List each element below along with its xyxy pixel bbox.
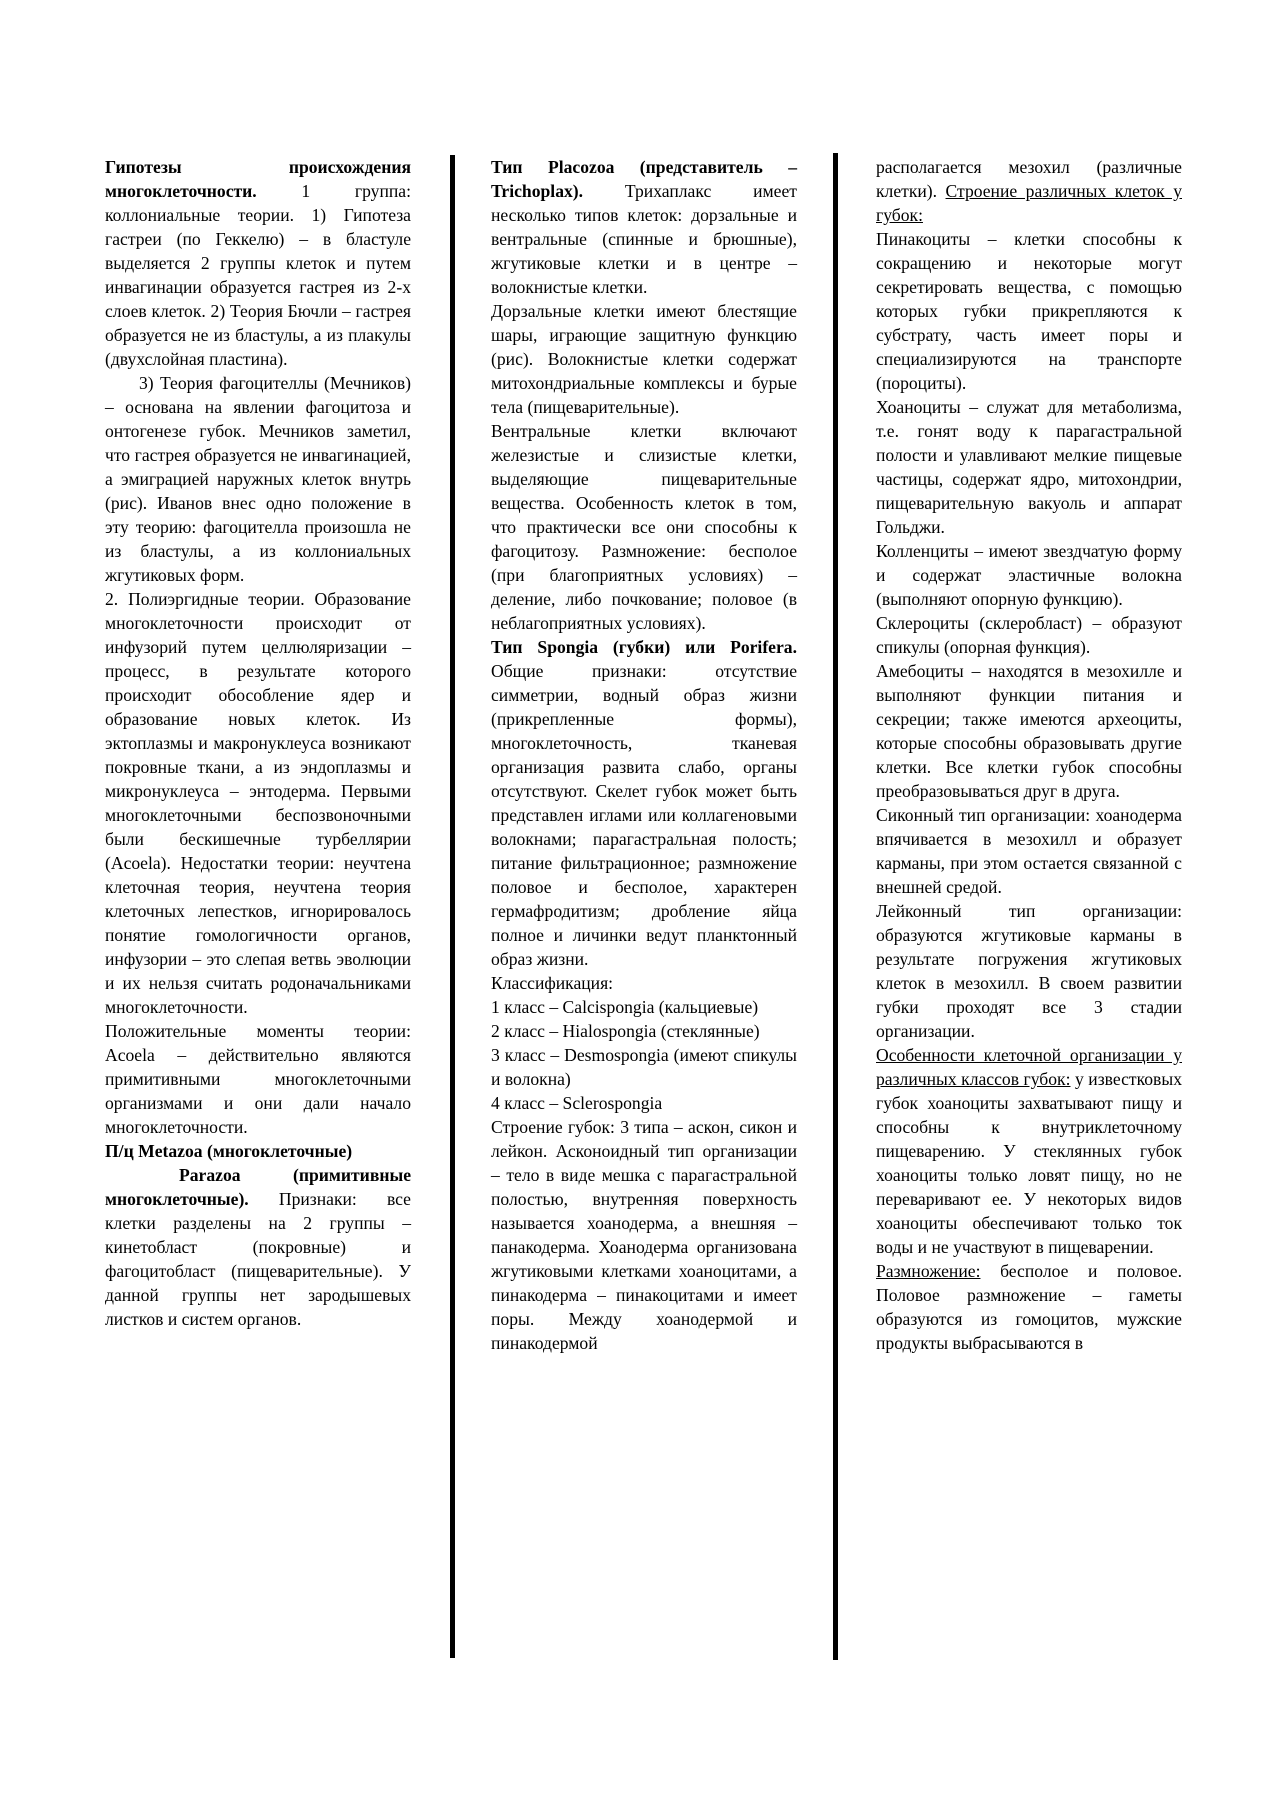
paragraph: Тип Placozoa (представитель – Trichoplax). Трихаплакс имеет несколько типов клеток: дорзальные и вентральные (спинные и брюшные), жгутиковые клетки и в центре – волокнистые клетки. xyxy=(491,157,797,297)
heading-parazoa: Parazoa (примитивные многоклеточные). xyxy=(105,1165,411,1209)
heading-metazoa: П/ц Metazoa (многоклеточные) xyxy=(105,1141,353,1161)
paragraph: Сиконный тип организации: хоанодерма впячивается в мезохилл и образует карманы, при этом остается связанной с внешней средой. xyxy=(876,805,1182,897)
paragraph: Строение губок: 3 типа – аскон, сикон и лейкон. Асконоидный тип организации – тело в виде мешка с парагастральной полостью, внутренняя поверхность называется хоанодерма, а внешняя – панакодерма. Хоанодерма организована жгутиковыми клетками хоаноцитами, а пинакодерма – пинакоцитами и имеет поры. Между хоанодермой и пинакодермой xyxy=(491,1117,797,1353)
column-divider xyxy=(833,153,838,1660)
paragraph: Гипотезы происхождения многоклеточности. 1 группа: коллониальные теории. 1) Гипотеза гастреи (по Геккелю) – в бластуле выделяется 2 группы клеток и путем инвагинации образуется гастрея из 2-х слоев клеток. 2) Теория Бючли – гастрея образуется не из бластулы, а из плакулы (двухслойная пластина). xyxy=(105,157,411,369)
paragraph: Лейконный тип организации: образуются жгутиковые карманы в результате погружения жгутиковых клеток в мезохилл. В своем развитии губки проходят все 3 стадии организации. xyxy=(876,901,1182,1041)
list-item: 3 класс – Desmospongia (имеют спикулы и волокна) xyxy=(491,1045,797,1089)
list-item: 2 класс – Hialospongia (стеклянные) xyxy=(491,1021,760,1041)
paragraph: Вентральные клетки включают железистые и слизистые клетки, выделяющие пищеварительные вещества. Особенность клеток в том, что практически все они способны к фагоцитозу. Размножение: бесполое (при благоприятных условиях) – деление, либо почкование; половое (в неблагоприятных условиях). xyxy=(491,421,797,633)
column-left xyxy=(105,155,411,1331)
underlined-heading: Размножение: xyxy=(876,1261,981,1281)
list-item: 1 класс – Calcispongia (кальциевые) xyxy=(491,997,759,1017)
paragraph: Тип Spongia (губки) или Porifera. Общие признаки: отсутствие симметрии, водный образ жизни (прикрепленные формы), многоклеточность, тканевая организация развита слабо, органы отсутствуют. Скелет губок может быть представлен иглами или коллагеновыми волокнами; парагастральная полость; питание фильтрационное; размножение половое и бесполое, характерен гермафродитизм; дробление яйца полное и личинки ведут планктонный образ жизни. xyxy=(491,637,797,969)
column-divider xyxy=(450,155,455,1658)
paragraph: Хоаноциты – служат для метаболизма, т.е. гонят воду к парагастральной полости и улавливают мелкие пищевые частицы, содержат ядро, митохондрии, пищеварительную вакуоль и аппарат Гольджи. xyxy=(876,397,1182,537)
underlined-heading: Особенности клеточной организации у различных классов губок: xyxy=(876,1045,1182,1089)
heading-placozoa: Тип Placozoa (представитель – Trichoplax). xyxy=(491,157,797,201)
heading-spongia: Тип Spongia (губки) или Porifera. xyxy=(491,637,797,657)
underlined-heading: Строение различных клеток у губок: xyxy=(876,181,1182,225)
paragraph: Положительные моменты теории: Acoela – действительно являются примитивными многоклеточными организмами и они дали начало многоклеточности. xyxy=(105,1021,411,1137)
paragraph: 3) Теория фагоцителлы (Мечников) – основана на явлении фагоцитоза и онтогенезе губок. Мечников заметил, что гастрея образуется не инвагинацией, а эмиграцией наружных клеток внутрь (рис). Иванов внес одно положение в эту теорию: фагоцителла произошла не из бластулы, а из коллониальных жгутиковых форм. xyxy=(105,373,411,585)
column-right xyxy=(876,155,1182,1355)
paragraph: Особенности клеточной организации у различных классов губок: у известковых губок хоаноциты захватывают пищу и способны к внутриклеточному пищеварению. У стеклянных губок хоаноциты только ловят пищу, но не переваривают ее. У некоторых видов хоаноциты обеспечивают только ток воды и не участвуют в пищеварении. xyxy=(876,1045,1182,1257)
paragraph: Дорзальные клетки имеют блестящие шары, играющие защитную функцию (рис). Волокнистые клетки содержат митохондриальные комплексы и бурые тела (пищеварительные). xyxy=(491,301,797,417)
paragraph: Размножение: бесполое и половое. Половое размножение – гаметы образуются из гомоцитов, мужские продукты выбрасываются в xyxy=(876,1261,1182,1353)
list-item: 4 класс – Sclerospongia xyxy=(491,1093,663,1113)
paragraph: Классификация: xyxy=(491,973,614,993)
paragraph: располагается мезохил (различные клетки). Строение различных клеток у губок: xyxy=(876,157,1182,225)
paragraph: Parazoa (примитивные многоклеточные). Признаки: все клетки разделены на 2 группы – кинетобласт (покровные) и фагоцитобласт (пищеварительные). У данной группы нет зародышевых листков и систем органов. xyxy=(105,1165,411,1329)
paragraph: 2. Полиэргидные теории. Образование многоклеточности происходит от инфузорий путем целлюляризации – процесс, в результате которого происходит обособление ядер и образование новых клеток. Из эктоплазмы и макронуклеуса возникают покровные ткани, а из эндоплазмы и микронуклеуса – энтодерма. Первыми многоклеточными беспозвоночными были бескишечные турбеллярии (Acoela). Недостатки теории: неучтена клеточная теория, неучтена теория клеточных лепестков, игнорировалось понятие гомологичности органов, инфузории – это слепая ветвь эволюции и их нельзя считать родоначальниками многоклеточности. xyxy=(105,589,411,1017)
column-middle xyxy=(491,155,797,1355)
paragraph: Амебоциты – находятся в мезохилле и выполняют функции питания и секреции; также имеются археоциты, которые способны образовывать другие клетки. Все клетки губок способны преобразовываться друг в друга. xyxy=(876,661,1182,801)
paragraph: Пинакоциты – клетки способны к сокращению и некоторые могут секретировать вещества, с помощью которых губки прикрепляются к субстрату, часть имеет поры и специализируются на транспорте (пороциты). xyxy=(876,229,1182,393)
paragraph: Колленциты – имеют звездчатую форму и содержат эластичные волокна (выполняют опорную функцию). xyxy=(876,541,1182,609)
paragraph: Склероциты (склеробласт) – образуют спикулы (опорная функция). xyxy=(876,613,1182,657)
heading-hypotheses: Гипотезы происхождения многоклеточности. xyxy=(105,157,411,201)
